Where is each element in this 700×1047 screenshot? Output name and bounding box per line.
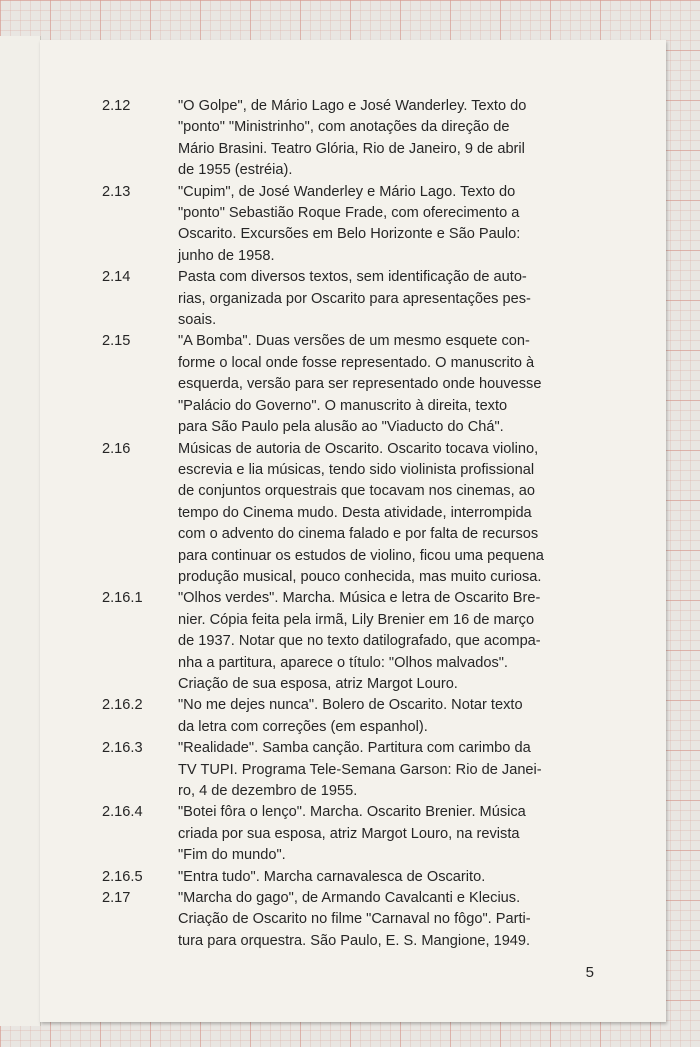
- catalog-entry: [102, 331, 640, 438]
- entry-text: [178, 888, 640, 952]
- text-line: "Marcha do gago", de Armando Cavalcanti e Klecius.: [178, 890, 521, 907]
- text-line: rias, organizada por Oscarito para apresentações pes-: [178, 290, 531, 307]
- text-line: de 1955 (estréia).: [178, 162, 293, 179]
- text-line: de conjuntos orquestrais que tocavam nos cinemas, ao: [178, 483, 535, 500]
- text-line: Criação de Oscarito no filme "Carnaval no fôgo". Parti-: [178, 911, 531, 928]
- catalog-entry: [102, 96, 640, 182]
- catalog-entry: [102, 888, 640, 952]
- text-line: Pasta com diversos textos, sem identificação de auto-: [178, 269, 527, 286]
- text-line: Criação de sua esposa, atriz Margot Louro.: [178, 675, 458, 692]
- text-line: "ponto" Sebastião Roque Frade, com oferecimento a: [178, 205, 520, 222]
- text-line: "Palácio do Governo". O manuscrito à direita, texto: [178, 397, 508, 414]
- text-line: escrevia e lia músicas, tendo sido violinista profissional: [178, 461, 535, 478]
- entry-text: [178, 738, 640, 802]
- text-line: com o advento do cinema falado e por falta de recursos: [178, 526, 539, 543]
- entry-text: [178, 867, 640, 888]
- text-line: "O Golpe", de Mário Lago e José Wanderley. Texto do: [178, 98, 527, 114]
- previous-page-edge: [0, 36, 41, 1026]
- catalog-entry: [102, 439, 640, 589]
- text-line: junho de 1958.: [178, 247, 275, 264]
- entry-text: [178, 96, 640, 182]
- text-line: tura para orquestra. São Paulo, E. S. Mangione, 1949.: [178, 932, 531, 949]
- text-line: "No me dejes nunca". Bolero de Oscarito. Notar texto: [178, 697, 523, 714]
- entry-number: 2.14: [102, 269, 131, 286]
- entry-text: [178, 439, 640, 589]
- text-line: "Olhos verdes". Marcha. Música e letra de Oscarito Bre-: [178, 590, 541, 607]
- catalog-entry: [102, 738, 640, 802]
- text-line: "Fim do mundo".: [178, 847, 286, 864]
- entry-text: [178, 267, 640, 331]
- text-line: da letra com correções (em espanhol).: [178, 718, 428, 735]
- entry-text: [178, 695, 640, 738]
- text-line: tempo do Cinema mudo. Desta atividade, interrompida: [178, 504, 532, 521]
- text-line: Mário Brasini. Teatro Glória, Rio de Janeiro, 9 de abril: [178, 140, 525, 157]
- text-line: ro, 4 de dezembro de 1955.: [178, 783, 358, 799]
- entry-text: [178, 331, 640, 438]
- text-line: "Entra tudo". Marcha carnavalesca de Oscarito.: [178, 868, 486, 885]
- entry-text: [178, 802, 640, 866]
- text-line: soais.: [178, 312, 217, 329]
- catalog-entry: [102, 695, 640, 738]
- text-line: esquerda, versão para ser representado onde houvesse: [178, 376, 542, 393]
- entry-number: 2.12: [102, 98, 131, 114]
- text-line: Músicas de autoria de Oscarito. Oscarito tocava violino,: [178, 440, 539, 457]
- text-line: "Cupim", de José Wanderley e Mário Lago. Texto do: [178, 183, 516, 200]
- entry-number: 2.16: [102, 440, 131, 457]
- entry-text: [178, 182, 640, 268]
- entry-number: 2.16.1: [102, 590, 143, 607]
- entry-text: [178, 588, 640, 695]
- catalog-entry: [102, 867, 640, 888]
- text-line: Oscarito. Excursões em Belo Horizonte e São Paulo:: [178, 226, 521, 243]
- catalog-entry: [102, 588, 640, 695]
- entry-number: 2.16.5: [102, 868, 143, 885]
- entry-number: 2.17: [102, 890, 131, 907]
- text-line: criada por sua esposa, atriz Margot Louro, na revista: [178, 825, 520, 842]
- text-line: para continuar os estudos de violino, ficou uma pequena: [178, 547, 544, 564]
- text-line: produção musical, pouco conhecida, mas muito curiosa.: [178, 568, 542, 585]
- document-page: [40, 40, 666, 1022]
- text-line: "Realidade". Samba canção. Partitura com carimbo da: [178, 740, 531, 757]
- text-line: para São Paulo pela alusão ao "Viaducto do Chá".: [178, 419, 504, 436]
- catalog-entries: [102, 96, 640, 952]
- entry-number: 2.13: [102, 183, 131, 200]
- text-line: nier. Cópia feita pela irmã, Lily Brenier em 16 de março: [178, 611, 535, 628]
- entry-number: 2.16.4: [102, 804, 143, 821]
- text-line: forme o local onde fosse representado. O manuscrito à: [178, 354, 535, 371]
- catalog-entry: [102, 802, 640, 866]
- entry-number: 2.15: [102, 333, 131, 350]
- text-line: "A Bomba". Duas versões de um mesmo esquete con-: [178, 333, 530, 350]
- text-line: de 1937. Notar que no texto datilografado, que acompa-: [178, 633, 541, 650]
- page-number: 5: [585, 964, 594, 981]
- text-line: TV TUPI. Programa Tele-Semana Garson: Rio de Janei-: [178, 761, 542, 778]
- entry-number: 2.16.3: [102, 740, 143, 757]
- entry-number: 2.16.2: [102, 697, 143, 714]
- catalog-entry: [102, 267, 640, 331]
- text-line: nha a partitura, aparece o título: "Olhos malvados".: [178, 654, 508, 671]
- text-line: "ponto" "Ministrinho", com anotações da direção de: [178, 119, 510, 136]
- catalog-entry: [102, 182, 640, 268]
- text-line: "Botei fôra o lenço". Marcha. Oscarito Brenier. Música: [178, 804, 526, 821]
